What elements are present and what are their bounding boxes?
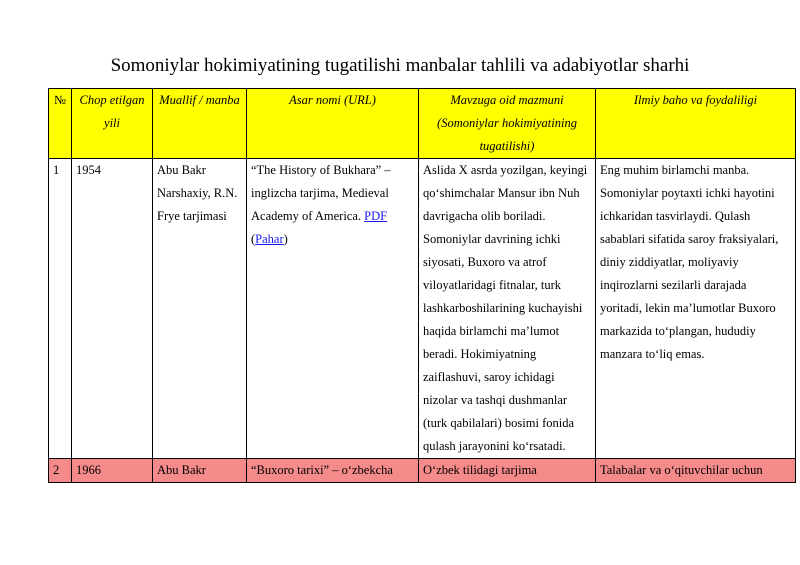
cell-content: O‘zbek tilidagi tarjima	[419, 459, 596, 483]
cell-content: Aslida X asrda yozilgan, keyingi qo‘shimchalar Mansur ibn Nuh davrigacha olib boriladi. Somoniylar davrining ichki siyosati, Buxoro va atrof viloyatlaridagi fitnalar, turk lashkarboshilarining kuchayishi haqida birlamchi ma’lumot beradi. Hokimiyatning zaiflashuvi, saroy ichidagi nizolar va tashqi dushmanlar (turk qabilalari) bosimi fonida qulash jarayonini ko‘rsatadi.	[419, 159, 596, 459]
cell-work	[247, 159, 419, 459]
cell-author: Abu Bakr	[153, 459, 247, 483]
sources-table	[48, 88, 796, 483]
table-row	[49, 459, 796, 483]
cell-value: Talabalar va o‘qituvchilar uchun	[596, 459, 796, 483]
paren-close: )	[283, 232, 288, 246]
pahar-link[interactable]: Pahar	[255, 232, 284, 246]
header-work: Asar nomi (URL)	[247, 89, 419, 159]
page-title: Somoniylar hokimiyatining tugatilishi manbalar tahlili va adabiyotlar sharhi	[110, 55, 690, 76]
cell-work: “Buxoro tarixi” – o‘zbekcha	[247, 459, 419, 483]
cell-year: 1966	[72, 459, 153, 483]
paren-open: (	[251, 232, 256, 246]
header-year: Chop etilgan yili	[72, 89, 153, 159]
cell-num: 1	[49, 159, 72, 459]
cell-year: 1954	[72, 159, 153, 459]
work-text: “The History of Bukhara” – inglizcha tarjima, Medieval Academy of America.	[251, 163, 391, 223]
header-value: Ilmiy baho va foydaliligi	[596, 89, 796, 159]
header-content: Mavzuga oid mazmuni (Somoniylar hokimiyatining tugatilishi)	[419, 89, 596, 159]
table-row	[49, 159, 796, 459]
header-num: №	[49, 89, 72, 159]
cell-num: 2	[49, 459, 72, 483]
header-row	[49, 89, 796, 159]
pdf-link[interactable]: PDF	[364, 209, 388, 223]
cell-author: Abu Bakr Narshaxiy, R.N. Frye tarjimasi	[153, 159, 247, 459]
header-author: Muallif / manba	[153, 89, 247, 159]
cell-value: Eng muhim birlamchi manba. Somoniylar poytaxti ichki hayotini ichkaridan tasvirlaydi. Qulash sabablari sifatida saroy fraksiyalari, diniy ziddiyatlar, moliyaviy inqirozlarni sezilarli darajada yoritadi, lekin ma’lumotlar Buxoro markazida to‘plangan, hududiy manzara to‘liq emas.	[596, 159, 796, 459]
